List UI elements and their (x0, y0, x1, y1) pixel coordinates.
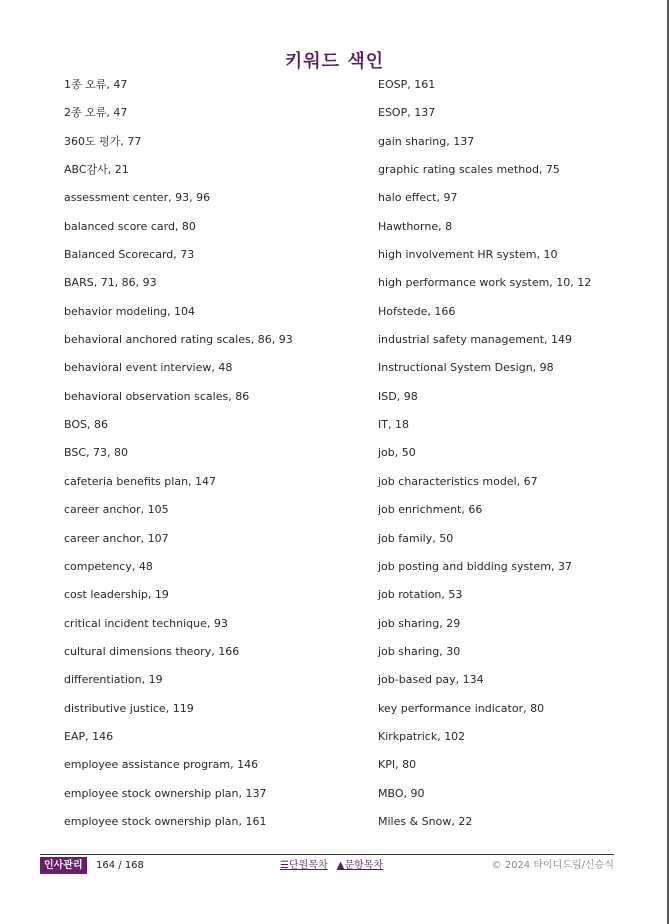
index-entry: high involvement HR system, 10 (378, 248, 558, 262)
question-toc-link[interactable]: ▲문항목차 (336, 860, 384, 871)
index-entry: gain sharing, 137 (378, 134, 475, 148)
index-entry: job posting and bidding system, 37 (378, 559, 572, 573)
footer (40, 857, 614, 875)
index-entry: distributive justice, 119 (64, 701, 194, 715)
index-entry: Hofstede, 166 (378, 304, 456, 318)
index-entry: ESOP, 137 (378, 106, 436, 120)
index-entry: employee assistance program, 146 (64, 758, 259, 772)
index-entry: Instructional System Design, 98 (378, 361, 554, 375)
index-entry: BSC, 73, 80 (64, 446, 128, 460)
index-entry: job sharing, 30 (378, 644, 461, 658)
index-entry: 2종 오류, 47 (64, 106, 128, 120)
index-entry: behavioral observation scales, 86 (64, 389, 250, 403)
index-entry: assessment center, 93, 96 (64, 191, 211, 205)
index-entry: KPI, 80 (378, 758, 417, 772)
index-entry: BOS, 86 (64, 418, 108, 432)
footer-divider (40, 854, 614, 855)
index-entry: job-based pay, 134 (378, 673, 484, 687)
index-entry: employee stock ownership plan, 137 (64, 786, 267, 800)
index-entry: cost leadership, 19 (64, 588, 169, 602)
index-entry: career anchor, 105 (64, 503, 169, 517)
index-entry: cafeteria benefits plan, 147 (64, 474, 217, 488)
chapter-toc-link[interactable]: ☰단원목차 (280, 860, 328, 871)
index-entry: balanced score card, 80 (64, 219, 196, 233)
index-entry: BARS, 71, 86, 93 (64, 276, 157, 290)
index-entry: graphic rating scales method, 75 (378, 163, 560, 177)
index-entry: behavioral event interview, 48 (64, 361, 233, 375)
index-entry: job characteristics model, 67 (378, 474, 538, 488)
index-entry: behavior modeling, 104 (64, 304, 196, 318)
index-entry: job rotation, 53 (378, 588, 463, 602)
index-entry: Kirkpatrick, 102 (378, 729, 466, 743)
subject-badge: 인사관리 (40, 857, 87, 874)
index-entry: employee stock ownership plan, 161 (64, 814, 267, 828)
index-entry: MBO, 90 (378, 786, 425, 800)
page-indicator: 164 / 168 (96, 860, 144, 871)
index-entry: 360도 평가, 77 (64, 134, 142, 148)
index-entry: job, 50 (378, 446, 416, 460)
index-entry: high performance work system, 10, 12 (378, 276, 592, 290)
index-entry: differentiation, 19 (64, 673, 163, 687)
index-entry: EOSP, 161 (378, 78, 436, 91)
index-entry: halo effect, 97 (378, 191, 458, 205)
footer-nav (280, 857, 389, 874)
index-entry: critical incident technique, 93 (64, 616, 228, 630)
index-column-left (64, 77, 364, 842)
index-entry: key performance indicator, 80 (378, 701, 545, 715)
copyright: © 2024 타이디드림/신승식 (491, 860, 614, 871)
index-entry: Miles & Snow, 22 (378, 814, 473, 828)
index-entry: job family, 50 (378, 531, 454, 545)
index-entry: competency, 48 (64, 559, 153, 573)
index-entry: industrial safety management, 149 (378, 333, 573, 347)
index-entry: Hawthorne, 8 (378, 219, 453, 233)
index-entry: EAP, 146 (64, 729, 114, 743)
index-entry: Balanced Scorecard, 73 (64, 248, 195, 262)
index-entry: career anchor, 107 (64, 531, 169, 545)
index-entry: cultural dimensions theory, 166 (64, 644, 240, 658)
index-column-right (378, 77, 648, 842)
index-entry: 1종 오류, 47 (64, 78, 128, 91)
index-entry: job enrichment, 66 (378, 503, 483, 517)
index-entry: ISD, 98 (378, 389, 418, 403)
page-title: 키워드 색인 (284, 51, 385, 72)
index-entry: ABC감사, 21 (64, 163, 129, 177)
index-entry: behavioral anchored rating scales, 86, 93 (64, 333, 293, 347)
index-entry: IT, 18 (378, 418, 409, 432)
index-entry: job sharing, 29 (378, 616, 461, 630)
